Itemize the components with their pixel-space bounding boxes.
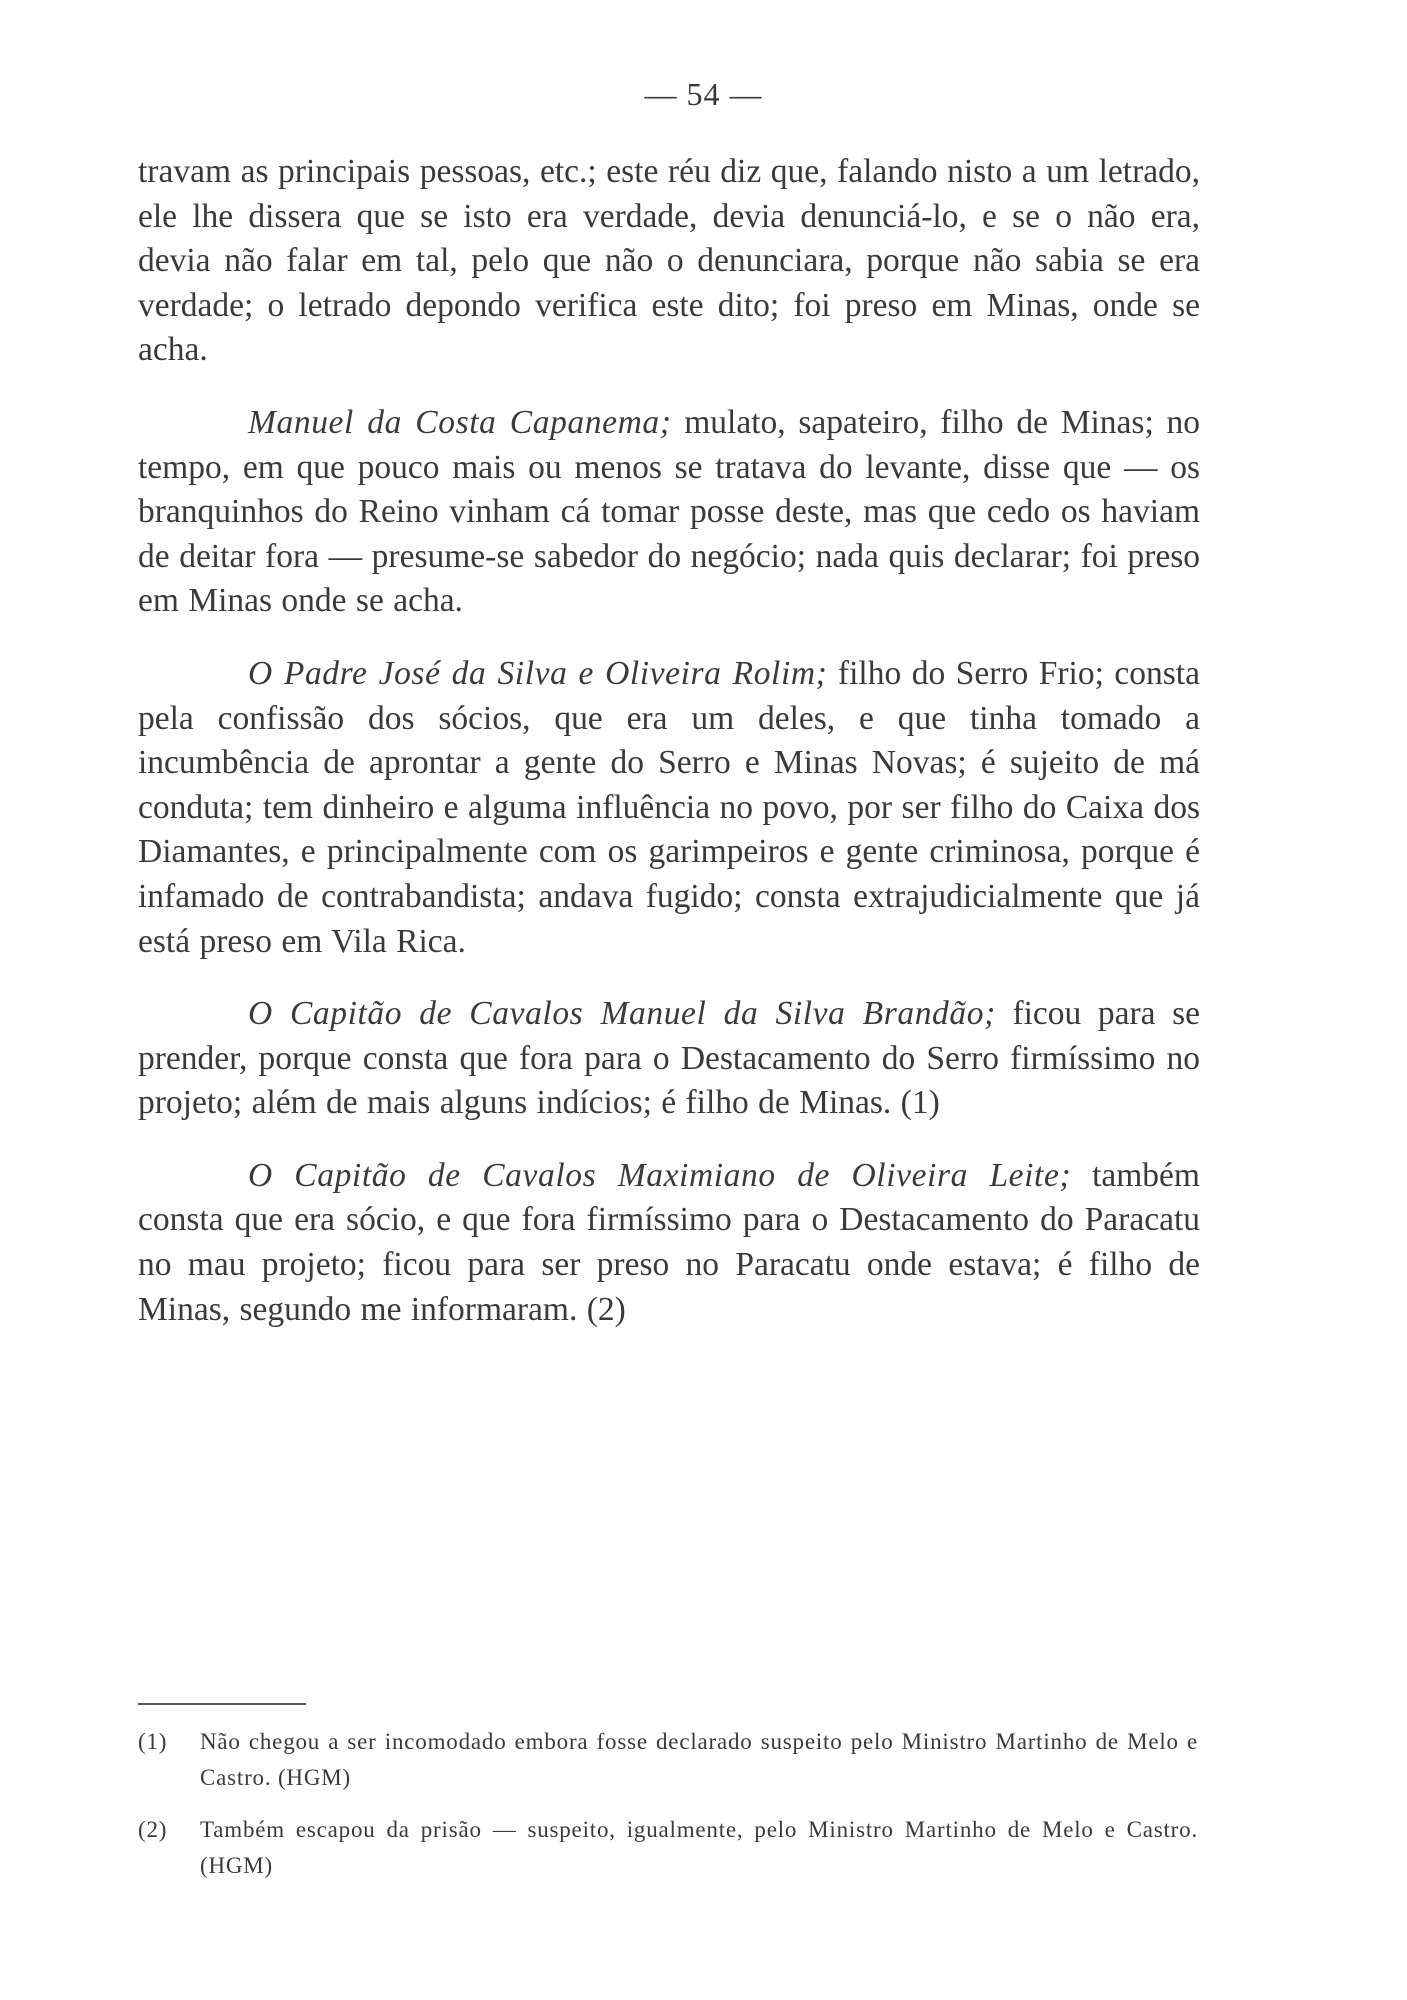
entry-text: mulato, sapateiro, filho de Minas; no tempo, em que pouco mais ou menos se tratava do levante, disse que — os branquinhos do Reino vinham cá tomar posse deste, mas que cedo os haviam de deitar fora — presume-se sabedor do negócio; nada quis declarar; foi preso em Minas onde se acha. <box>138 403 1200 620</box>
footnote-mark: (2) <box>138 1817 168 1842</box>
footnote-2 <box>138 1812 1198 1884</box>
footnote-1 <box>138 1724 1198 1796</box>
paragraph-text: travam as principais pessoas, etc.; este réu diz que, falando nisto a um letrado, ele lhe dissera que se isto era verdade, devia denunciá-lo, e se o não era, devia não falar em tal, pelo que não o denunciara, porque não sabia se era verdade; o letrado depondo verifica este dito; foi preso em Minas, onde se acha. <box>138 153 1200 369</box>
footnote-text: Não chegou a ser incomodado embora fosse declarado suspeito pelo Ministro Martinho de Melo e Castro. (HGM) <box>200 1729 1198 1790</box>
entry-text: também consta que era sócio, e que fora firmíssimo para o Destacamento do Paracatu no mau projeto; ficou para ser preso no Paracatu onde estava; é filho de Minas, segundo me informaram. (2) <box>138 1156 1200 1328</box>
page-number: — 54 — <box>644 76 763 112</box>
entry-brandao <box>138 992 1200 1126</box>
footnote-text: Também escapou da prisão — suspeito, igualmente, pelo Ministro Martinho de Melo e Castro. (HGM) <box>200 1817 1198 1878</box>
entry-name: O Padre José da Silva e Oliveira Rolim; <box>248 654 828 692</box>
paragraph-continued <box>138 150 1200 373</box>
entry-capanema <box>138 401 1200 624</box>
body-text <box>138 150 1200 1360</box>
entry-leite <box>138 1154 1200 1332</box>
footnote-divider <box>138 1703 306 1705</box>
entry-name: O Capitão de Cavalos Maximiano de Oliveira Leite; <box>248 1156 1072 1194</box>
entry-text: ficou para se prender, porque consta que fora para o Destacamento do Serro firmíssimo no projeto; além de mais alguns indícios; é filho de Minas. (1) <box>138 995 1200 1122</box>
entry-text: filho do Serro Frio; consta pela confissão dos sócios, que era um deles, e que tinha tomado a incumbência de aprontar a gente do Serro e Minas Novas; é sujeito de má conduta; tem dinheiro e alguma influência no povo, por ser filho do Caixa dos Diamantes, e principalmente com os garimpeiros e gente criminosa, porque é infamado de contrabandista; andava fugido; consta extrajudicialmente que já está preso em Vila Rica. <box>138 654 1200 960</box>
footnotes <box>138 1724 1198 1900</box>
entry-name: O Capitão de Cavalos Manuel da Silva Brandão; <box>248 995 996 1033</box>
entry-rolim <box>138 652 1200 964</box>
footnote-mark: (1) <box>138 1729 168 1754</box>
entry-name: Manuel da Costa Capanema; <box>248 403 672 441</box>
